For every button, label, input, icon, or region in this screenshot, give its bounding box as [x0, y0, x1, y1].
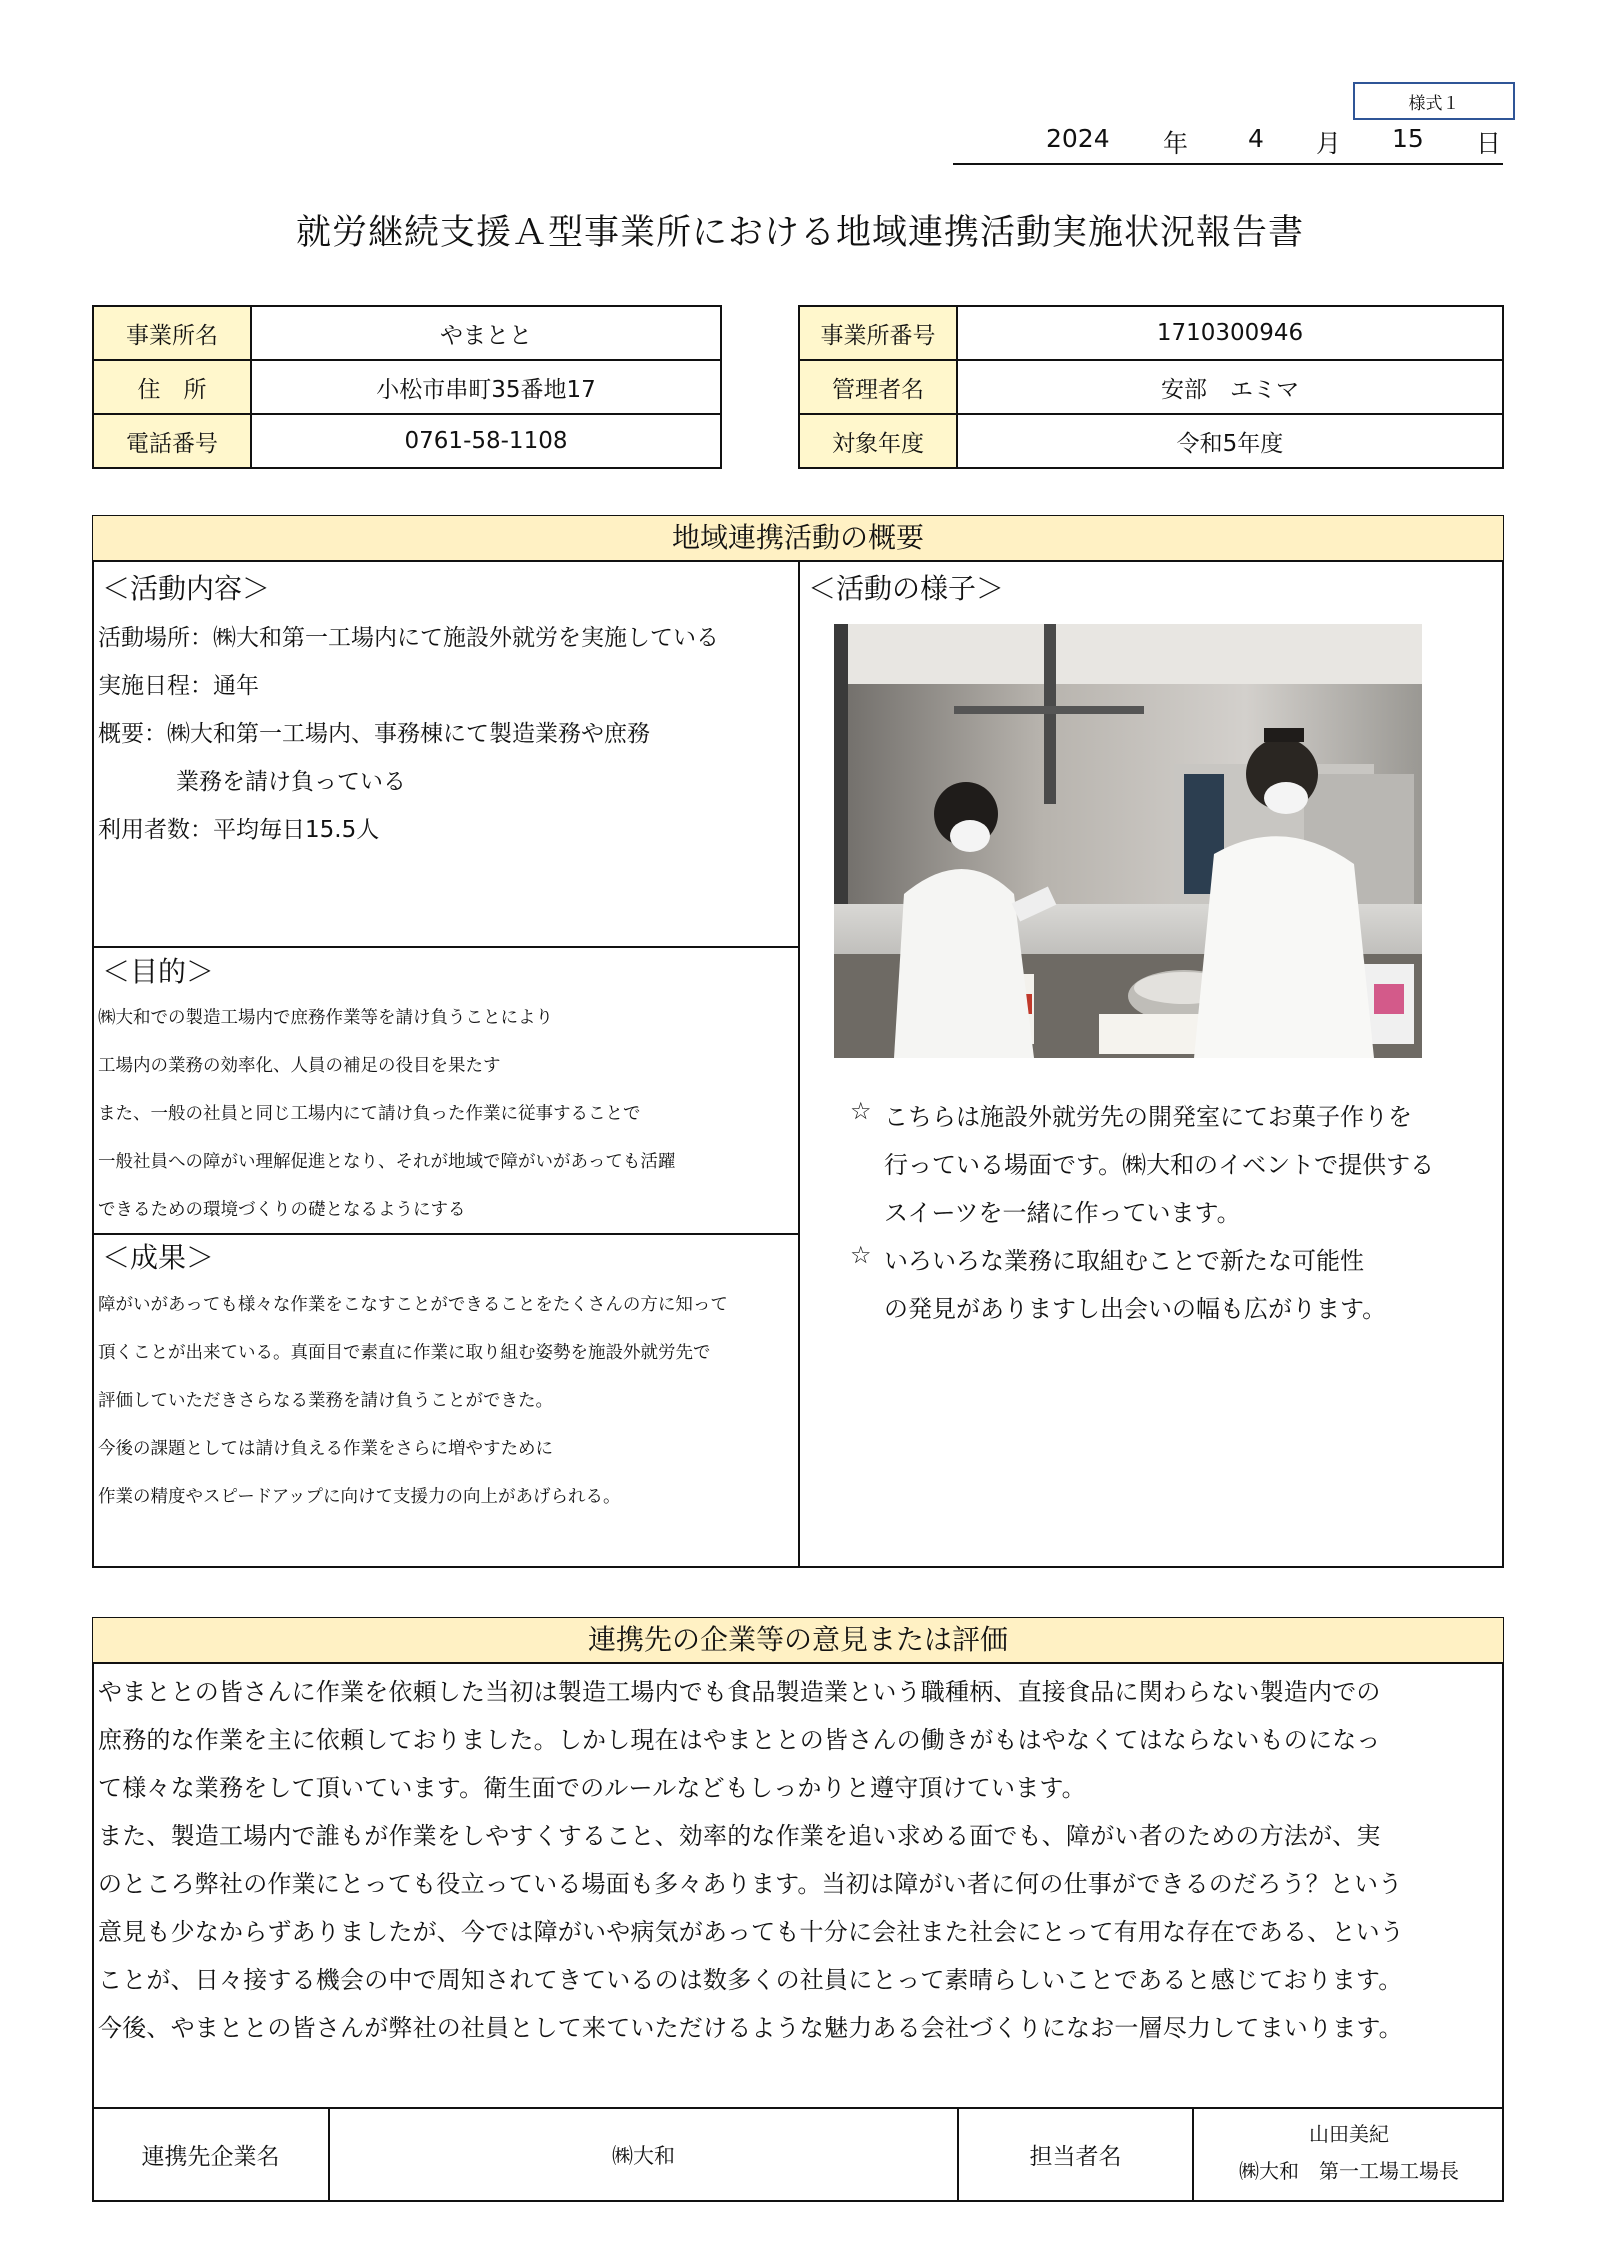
table-row: [93, 306, 721, 360]
form-number-label: 様式１: [1353, 82, 1515, 120]
purpose-title: ＜目的＞: [102, 955, 215, 988]
opinion-line: 今後、やまととの皆さんが弊社の社員として来ていただけるような魅力ある会社づくりになお一層尽力してまいります。: [98, 2014, 1403, 2042]
manager-value: 安部 エミマ: [957, 360, 1503, 414]
date-year: 2024: [1046, 124, 1110, 153]
opinion-line: 意見も少なからずありましたが、今では障がいや病気があっても十分に会社また社会にとって有用な存在である、という: [98, 1918, 1405, 1946]
opinion-line: て様々な業務をして頂いています。衛生面でのルールなどもしっかりと遵守頂けています。: [98, 1774, 1086, 1802]
activity-summary: 概要：㈱大和第一工場内、事務棟にて製造業務や庶務: [98, 721, 650, 747]
office-name-value: やまとと: [251, 306, 721, 360]
opinion-line: のところ弊社の作業にとっても役立っている場面も多々あります。当初は障がい者に何の仕事ができるのだろう？という: [98, 1870, 1403, 1898]
table-row: [799, 414, 1503, 468]
phone-value: 0761-58-1108: [251, 414, 721, 468]
result-line: 頂くことが出来ている。真面目で素直に作業に取り組む姿勢を施設外就労先で: [98, 1343, 711, 1363]
bullet-star-icon: ☆: [850, 1097, 872, 1125]
activity-photo: [834, 624, 1422, 1058]
office-name-label: 事業所名: [93, 306, 251, 360]
office-info-table: [92, 305, 722, 469]
table-row: [799, 360, 1503, 414]
scene-caption-line: の発見がありますし出会いの幅も広がります。: [884, 1295, 1387, 1323]
date-day-unit: 日: [1476, 129, 1502, 158]
contact-person-label: 担当者名: [1029, 2144, 1122, 2170]
address-label: 住 所: [93, 360, 251, 414]
scene-caption-line: いろいろな業務に取組むことで新たな可能性: [884, 1247, 1364, 1275]
office-number-value: 1710300946: [957, 306, 1503, 360]
fiscal-year-value: 令和5年度: [957, 414, 1503, 468]
partner-company-label: 連携先企業名: [141, 2144, 280, 2170]
overview-heading: 地域連携活動の概要: [93, 516, 1503, 562]
result-title: ＜成果＞: [102, 1241, 215, 1274]
date-month: 4: [1248, 124, 1264, 153]
date-year-unit: 年: [1163, 129, 1189, 158]
date-month-unit: 月: [1316, 129, 1342, 158]
opinion-line: ことが、日々接する機会の中で周知されてきているのは数多くの社員にとって素晴らしいことであると感じております。: [98, 1966, 1403, 1994]
result-divider: [93, 1233, 799, 1235]
office-number-table: [798, 305, 1504, 469]
table-row: [93, 414, 721, 468]
phone-label: 電話番号: [93, 414, 251, 468]
page-title: 就労継続支援Ａ型事業所における地域連携活動実施状況報告書: [295, 213, 1304, 253]
result-line: 作業の精度やスピードアップに向けて支援力の向上があげられる。: [98, 1487, 621, 1507]
activity-place: 活動場所：㈱大和第一工場内にて施設外就労を実施している: [98, 625, 719, 651]
office-number-label: 事業所番号: [799, 306, 957, 360]
overview-divider: [798, 562, 800, 1567]
purpose-divider: [93, 946, 799, 948]
purpose-line: ㈱大和での製造工場内で庶務作業等を請け負うことにより: [98, 1008, 553, 1028]
address-value: 小松市串町35番地17: [251, 360, 721, 414]
opinion-line: 庶務的な作業を主に依頼しておりました。しかし現在はやまととの皆さんの働きがもはやなくてはならないものになっ: [98, 1726, 1381, 1754]
bullet-star-icon: ☆: [850, 1241, 872, 1269]
activity-users: 利用者数：平均毎日15.5人: [98, 817, 380, 843]
purpose-line: また、一般の社員と同じ工場内にて請け負った作業に従事することで: [98, 1104, 641, 1124]
opinion-line: また、製造工場内で誰もが作業をしやすくすること、効率的な作業を追い求める面でも、障がい者のための方法が、実: [98, 1822, 1381, 1850]
activity-scene-title: ＜活動の様子＞: [808, 572, 1005, 605]
table-row: [93, 360, 721, 414]
table-row: [799, 306, 1503, 360]
opinion-heading: 連携先の企業等の意見または評価: [93, 1618, 1503, 1664]
date-day: 15: [1392, 124, 1424, 153]
scene-caption-line: スイーツを一緒に作っています。: [884, 1199, 1241, 1227]
activity-schedule: 実施日程：通年: [98, 673, 259, 699]
activity-content-title: ＜活動内容＞: [102, 572, 271, 605]
scene-caption-line: 行っている場面です。㈱大和のイベントで提供する: [884, 1151, 1435, 1179]
partner-company-value: ㈱大和: [612, 2143, 675, 2168]
result-line: 今後の課題としては請け負える作業をさらに増やすために: [98, 1439, 553, 1459]
result-line: 評価していただきさらなる業務を請け負うことができた。: [98, 1391, 553, 1411]
scene-caption-line: こちらは施設外就労先の開発室にてお菓子作りを: [884, 1103, 1412, 1131]
purpose-line: 一般社員への障がい理解促進となり、それが地域で障がいがあっても活躍: [98, 1152, 676, 1172]
result-line: 障がいがあっても様々な作業をこなすことができることをたくさんの方に知って: [98, 1295, 728, 1315]
manager-label: 管理者名: [799, 360, 957, 414]
activity-summary-cont: 業務を請け負っている: [176, 769, 406, 795]
purpose-line: できるための環境づくりの礎となるようにする: [98, 1200, 466, 1220]
contact-person-name: 山田美紀: [1309, 2122, 1389, 2146]
opinion-line: やまととの皆さんに作業を依頼した当初は製造工場内でも食品製造業という職種柄、直接食品に関わらない製造内での: [98, 1678, 1381, 1706]
purpose-line: 工場内の業務の効率化、人員の補足の役目を果たす: [98, 1056, 501, 1076]
date-underline: [953, 163, 1503, 165]
contact-person-title: ㈱大和 第一工場工場長: [1239, 2159, 1459, 2183]
fiscal-year-label: 対象年度: [799, 414, 957, 468]
